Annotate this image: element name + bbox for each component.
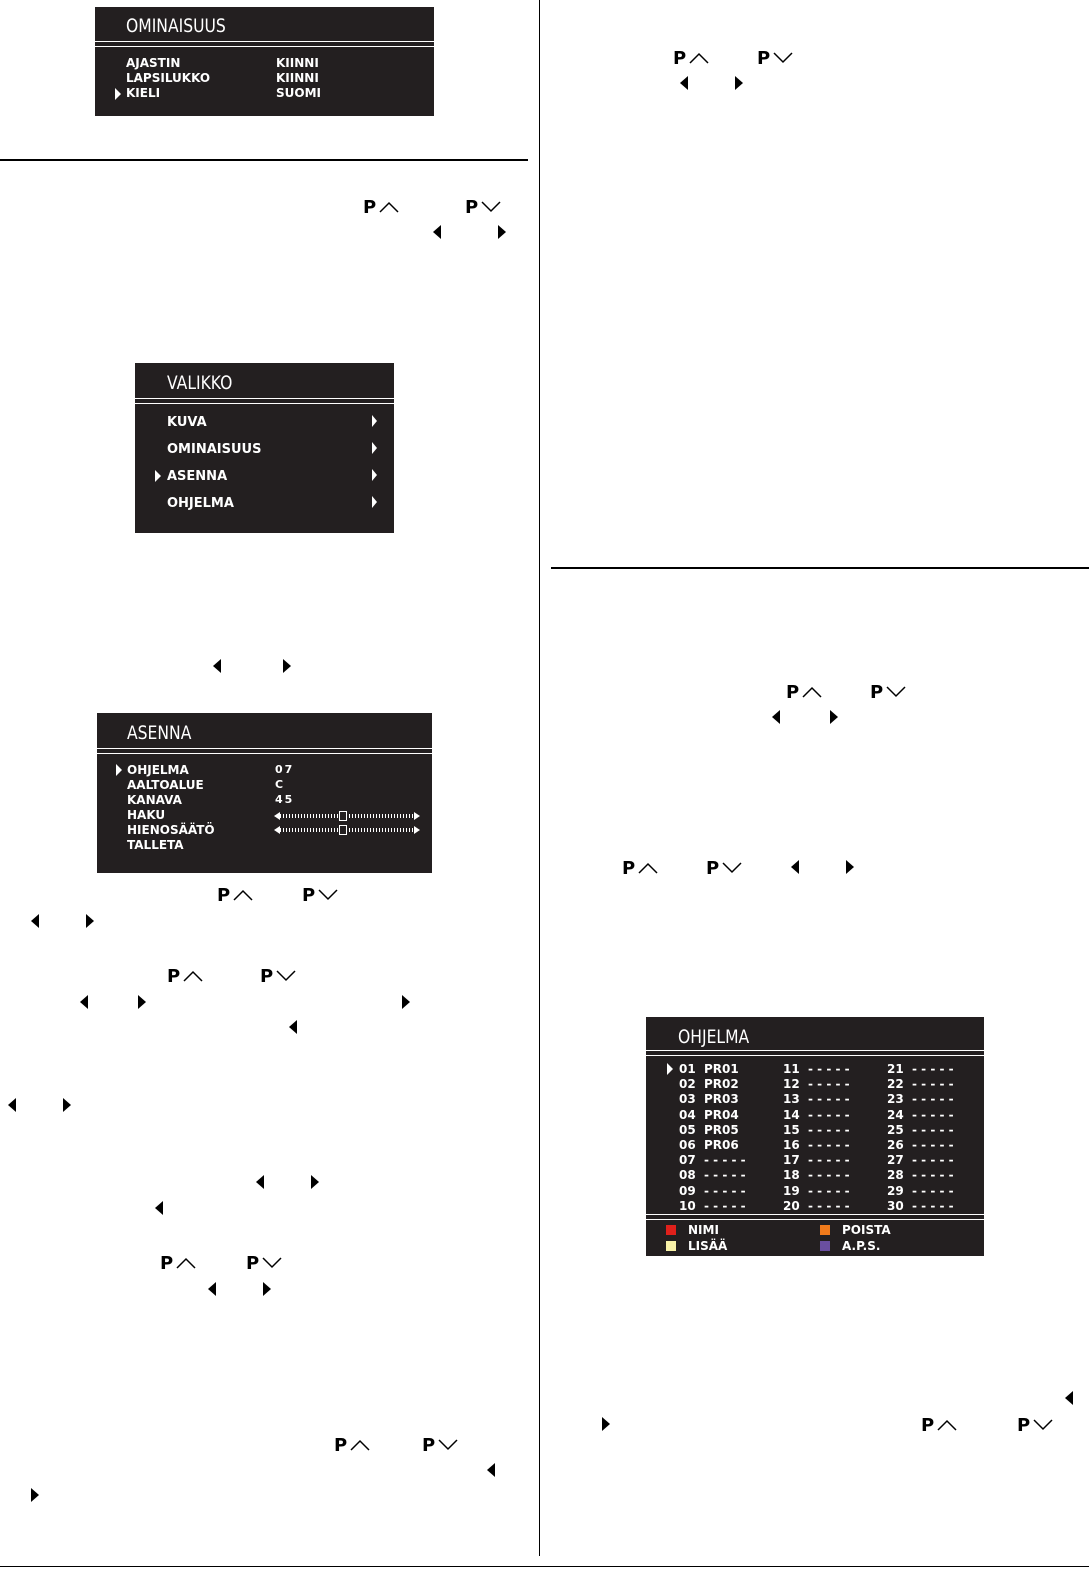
p-down-key-icon: P [260, 968, 296, 986]
menu-item: OHJELMA [167, 496, 234, 511]
program-number: 13 [783, 1092, 800, 1107]
menu-title: ASENNA [127, 722, 192, 744]
legend-label: A.P.S. [842, 1239, 881, 1253]
program-number: 04 [679, 1107, 696, 1122]
menu-row-value: KIINNI [276, 56, 319, 70]
program-number: 08 [679, 1168, 696, 1183]
program-name: PR03 [704, 1092, 739, 1107]
program-number: 30 [887, 1198, 904, 1213]
selection-marker-icon [115, 88, 120, 101]
p-down-key-icon: P [706, 860, 742, 878]
program-name: - - - - - [808, 1198, 850, 1213]
program-name: - - - - - [912, 1077, 954, 1092]
menu-row-label: AALTOALUE [127, 778, 204, 792]
orange-key-icon [820, 1225, 830, 1235]
left-triangle-icon [1065, 1391, 1073, 1405]
program-name: PR02 [704, 1077, 739, 1092]
program-number: 19 [783, 1183, 800, 1198]
chevron-down-icon [438, 1439, 458, 1451]
red-key-icon [666, 1225, 676, 1235]
program-number: 17 [783, 1153, 800, 1168]
yellow-key-icon [666, 1241, 676, 1251]
submenu-arrow-icon [372, 442, 377, 454]
chevron-up-icon [802, 686, 822, 698]
left-triangle-icon [155, 1201, 163, 1215]
program-number: 22 [887, 1077, 904, 1092]
program-name: - - - - - [808, 1153, 850, 1168]
program-name: PR06 [704, 1138, 739, 1152]
menu-item: OMINAISUUS [167, 442, 262, 457]
p-down-key-icon: P [246, 1255, 282, 1273]
menu-title: OMINAISUUS [126, 15, 226, 37]
program-name: - - - - - [912, 1138, 954, 1152]
program-number: 16 [783, 1138, 800, 1152]
program-number: 05 [679, 1122, 696, 1137]
program-name: - - - - - [808, 1122, 850, 1137]
program-number: 09 [679, 1183, 696, 1198]
right-triangle-icon [283, 659, 291, 673]
menu-title: VALIKKO [167, 372, 233, 394]
selection-marker-icon [155, 470, 160, 483]
chevron-down-icon [276, 970, 296, 982]
chevron-up-icon [176, 1257, 196, 1269]
program-number: 24 [887, 1107, 904, 1122]
program-number: 15 [783, 1122, 800, 1137]
chevron-down-icon [318, 889, 338, 901]
program-number: 03 [679, 1092, 696, 1107]
program-name: - - - - - [808, 1107, 850, 1122]
chevron-down-icon [262, 1257, 282, 1269]
left-triangle-icon [208, 1282, 216, 1296]
program-number: 10 [679, 1198, 696, 1213]
p-down-key-icon: P [870, 684, 906, 702]
program-name: PR04 [704, 1107, 739, 1122]
right-triangle-icon [602, 1417, 610, 1431]
p-up-key-icon: P [160, 1255, 196, 1273]
section-rule-right [551, 567, 1089, 569]
program-name: PR01 [704, 1062, 739, 1076]
program-name: - - - - - [912, 1168, 954, 1183]
program-name: - - - - - [704, 1198, 746, 1213]
program-name: - - - - - [808, 1183, 850, 1198]
program-number: 23 [887, 1092, 904, 1107]
legend-label: LISÄÄ [688, 1239, 728, 1253]
column-divider [539, 0, 540, 1556]
legend-label: NIMI [688, 1223, 719, 1237]
program-name: - - - - - [808, 1168, 850, 1183]
program-name: - - - - - [912, 1122, 954, 1137]
menu-row-label: KIELI [126, 86, 161, 100]
p-up-key-icon: P [334, 1437, 370, 1455]
menu-row-value: C [275, 778, 284, 791]
left-triangle-icon [256, 1175, 264, 1189]
right-triangle-icon [311, 1175, 319, 1189]
haku-slider [274, 812, 420, 820]
left-triangle-icon [213, 659, 221, 673]
right-triangle-icon [498, 225, 506, 239]
program-number: 20 [783, 1198, 800, 1213]
slider-knob [339, 811, 347, 821]
menu-row-label: KANAVA [127, 793, 182, 807]
menu-item: KUVA [167, 415, 207, 430]
program-name: - - - - - [808, 1062, 850, 1076]
right-triangle-icon [86, 914, 94, 928]
purple-key-icon [820, 1241, 830, 1251]
selection-marker-icon [667, 1063, 672, 1076]
p-up-key-icon: P [622, 860, 658, 878]
submenu-arrow-icon [372, 496, 377, 508]
p-up-key-icon: P [673, 50, 709, 68]
p-up-key-icon: P [921, 1417, 957, 1435]
slider-knob [339, 825, 347, 835]
left-triangle-icon [80, 995, 88, 1009]
chevron-up-icon [689, 52, 709, 64]
valikko-menu [135, 363, 394, 533]
program-number: 25 [887, 1122, 904, 1137]
menu-row-label: HIENOSÄÄTÖ [127, 823, 215, 837]
p-down-key-icon: P [1017, 1417, 1053, 1435]
left-triangle-icon [433, 225, 441, 239]
program-name: - - - - - [704, 1153, 746, 1168]
menu-row-value: SUOMI [276, 86, 321, 100]
program-number: 11 [783, 1062, 800, 1076]
program-name: - - - - - [912, 1107, 954, 1122]
right-triangle-icon [846, 860, 854, 874]
program-number: 26 [887, 1138, 904, 1152]
program-number: 06 [679, 1138, 696, 1152]
menu-row-label: AJASTIN [126, 56, 181, 70]
chevron-down-icon [481, 201, 501, 213]
menu-row-label: HAKU [127, 808, 166, 822]
program-name: - - - - - [704, 1183, 746, 1198]
p-up-key-icon: P [217, 887, 253, 905]
chevron-up-icon [233, 889, 253, 901]
asenna-menu [97, 713, 432, 873]
left-triangle-icon [772, 710, 780, 724]
chevron-up-icon [638, 862, 658, 874]
menu-item: ASENNA [167, 469, 228, 484]
left-triangle-icon [8, 1098, 16, 1112]
program-number: 21 [887, 1062, 904, 1076]
section-rule-left [0, 159, 528, 161]
ominaisuus-menu [95, 7, 434, 116]
left-triangle-icon [289, 1020, 297, 1034]
right-triangle-icon [402, 995, 410, 1009]
program-number: 14 [783, 1107, 800, 1122]
p-up-key-icon: P [786, 684, 822, 702]
program-name: - - - - - [808, 1092, 850, 1107]
left-triangle-icon [791, 860, 799, 874]
program-name: PR05 [704, 1122, 739, 1137]
program-number: 12 [783, 1077, 800, 1092]
program-number: 18 [783, 1168, 800, 1183]
p-down-key-icon: P [465, 199, 501, 217]
left-triangle-icon [487, 1463, 495, 1477]
selection-marker-icon [116, 764, 121, 777]
chevron-down-icon [1033, 1419, 1053, 1431]
p-down-key-icon: P [422, 1437, 458, 1455]
hienosaato-slider [274, 826, 420, 834]
submenu-arrow-icon [372, 469, 377, 481]
right-triangle-icon [63, 1098, 71, 1112]
menu-row-label: OHJELMA [127, 763, 189, 777]
menu-title: OHJELMA [678, 1026, 750, 1048]
program-name: - - - - - [808, 1077, 850, 1092]
menu-row-value: KIINNI [276, 71, 319, 85]
p-up-key-icon: P [363, 199, 399, 217]
chevron-up-icon [183, 970, 203, 982]
menu-row-label: TALLETA [127, 838, 184, 852]
program-name: - - - - - [912, 1062, 954, 1076]
right-triangle-icon [735, 76, 743, 90]
program-name: - - - - - [704, 1168, 746, 1183]
program-number: 02 [679, 1077, 696, 1092]
program-number: 29 [887, 1183, 904, 1198]
menu-row-value: 07 [275, 763, 295, 776]
chevron-up-icon [350, 1439, 370, 1451]
chevron-down-icon [886, 686, 906, 698]
right-triangle-icon [263, 1282, 271, 1296]
submenu-arrow-icon [372, 415, 377, 427]
right-triangle-icon [31, 1488, 39, 1502]
chevron-up-icon [937, 1419, 957, 1431]
program-number: 27 [887, 1153, 904, 1168]
bottom-rule [0, 1566, 1089, 1567]
program-name: - - - - - [912, 1092, 954, 1107]
right-triangle-icon [138, 995, 146, 1009]
program-number: 28 [887, 1168, 904, 1183]
chevron-up-icon [379, 201, 399, 213]
program-name: - - - - - [808, 1138, 850, 1152]
p-down-key-icon: P [302, 887, 338, 905]
menu-row-label: LAPSILUKKO [126, 71, 211, 85]
p-down-key-icon: P [757, 50, 793, 68]
program-name: - - - - - [912, 1198, 954, 1213]
p-up-key-icon: P [167, 968, 203, 986]
program-number: 07 [679, 1153, 696, 1168]
program-name: - - - - - [912, 1183, 954, 1198]
chevron-down-icon [773, 52, 793, 64]
left-triangle-icon [680, 76, 688, 90]
legend-label: POISTA [842, 1223, 891, 1237]
left-triangle-icon [31, 914, 39, 928]
chevron-down-icon [722, 862, 742, 874]
program-number: 01 [679, 1062, 696, 1076]
program-name: - - - - - [912, 1153, 954, 1168]
right-triangle-icon [830, 710, 838, 724]
ohjelma-menu [646, 1017, 984, 1256]
menu-row-value: 45 [275, 793, 295, 806]
